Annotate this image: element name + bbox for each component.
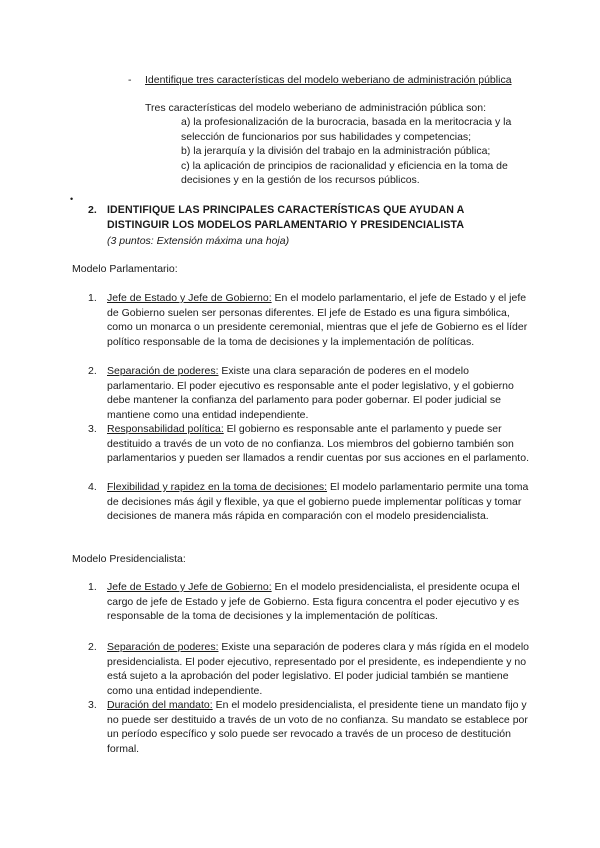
parl-item-1-text: En el modelo parlamentario, el jefe de Estado y el jefe de Gobierno suelen ser personas diferentes. El jefe de Estado es una figura simbólica, como un monarca o un presidente ceremonial, mientras que el jefe de Gobierno es el líder político responsable de la toma de decisiones y la implementación de políticas. xyxy=(107,292,528,348)
pres-item-3-text: En el modelo presidencialista, el presidente tiene un mandato fijo y no puede ser destituido a través de un voto de no confianza. Su mandato se establece por un período específico y solo puede ser revocado a través de un proceso de destitución formal. xyxy=(107,699,528,755)
parlamentario-heading: Modelo Parlamentario: xyxy=(72,263,178,275)
stray-bullet-dot: • xyxy=(70,194,74,204)
parl-item-3-number: 3. xyxy=(88,423,97,435)
dash-bullet: - xyxy=(128,74,132,86)
presidencialista-heading: Modelo Presidencialista: xyxy=(72,553,186,565)
pres-item-2-text: Existe una separación de poderes clara y más rígida en el modelo presidencialista. El poder ejecutivo, representado por el presidente, es independiente y no está sujeto a la aprobación del poder legislativo. El poder judicial también se mantiene como una entidad independiente. xyxy=(107,641,530,697)
parl-item-2-term: Separación de poderes: xyxy=(107,365,219,377)
parl-item-4-number: 4. xyxy=(88,481,97,493)
parl-item-3-text: El gobierno es responsable ante el parlamento y puede ser destituido a través de un voto de no confianza. Los miembros del gobierno también son parlamentarios y pueden ser llamados a rendir cuentas por sus acciones en el parlamento. xyxy=(107,423,529,465)
parl-item-1 xyxy=(107,291,529,349)
weber-point-b: b) la jerarquía y la división del trabajo en la administración pública; xyxy=(181,145,491,157)
pres-item-3 xyxy=(107,698,529,756)
question-2-number: 2. xyxy=(88,204,97,216)
pres-item-3-number: 3. xyxy=(88,699,97,711)
question-2-title: IDENTIFIQUE LAS PRINCIPALES CARACTERÍSTICAS QUE AYUDAN A DISTINGUIR LOS MODELOS PARLAMENTARIO Y PRESIDENCIALISTA xyxy=(107,204,465,231)
pres-item-3-term: Duración del mandato: xyxy=(107,699,213,711)
pres-item-2 xyxy=(107,640,529,698)
parl-item-4 xyxy=(107,480,529,524)
pres-item-2-term: Separación de poderes: xyxy=(107,641,219,653)
parl-item-1-term: Jefe de Estado y Jefe de Gobierno: xyxy=(107,292,272,304)
parl-item-1-number: 1. xyxy=(88,292,97,304)
parl-item-2 xyxy=(107,364,529,422)
pres-item-2-number: 2. xyxy=(88,641,97,653)
pres-item-1-term: Jefe de Estado y Jefe de Gobierno: xyxy=(107,581,272,593)
parl-item-2-text: Existe una clara separación de poderes en el modelo parlamentario. El poder ejecutivo es responsable ante el poder legislativo, y el gobierno debe mantener la confianza del parlamento para poder gobernar. El poder judicial se mantiene como una entidad independiente. xyxy=(107,365,514,421)
question-2-note: (3 puntos: Extensión máxima una hoja) xyxy=(107,235,290,247)
parl-item-4-text: El modelo parlamentario permite una toma de decisiones más ágil y flexible, ya que el gobierno puede implementar políticas y tomar decisiones de manera más rápida en comparación con el modelo presidencialista. xyxy=(107,481,529,523)
weber-point-c: c) la aplicación de principios de racionalidad y eficiencia en la toma de decisiones y en la gestión de los recursos públicos. xyxy=(181,159,508,187)
weber-question-title: Identifique tres características del modelo weberiano de administración pública xyxy=(145,74,512,86)
pres-item-1-number: 1. xyxy=(88,581,97,593)
pres-item-1-text: En el modelo presidencialista, el presidente ocupa el cargo de jefe de Estado y jefe de Gobierno. Esta figura concentra el poder ejecutivo y es responsable de la toma de decisiones y la implementación de políticas. xyxy=(107,581,520,623)
parl-item-3 xyxy=(107,422,529,466)
parl-item-2-number: 2. xyxy=(88,365,97,377)
weber-answer-intro: Tres características del modelo weberiano de administración pública son: xyxy=(145,102,487,114)
parl-item-4-term: Flexibilidad y rapidez en la toma de decisiones: xyxy=(107,481,328,493)
weber-point-a: a) la profesionalización de la burocracia, basada en la meritocracia y la selección de funcionarios por sus habilidades y competencias; xyxy=(181,116,512,143)
pres-item-1 xyxy=(107,580,529,624)
parl-item-3-term: Responsabilidad política: xyxy=(107,423,224,435)
